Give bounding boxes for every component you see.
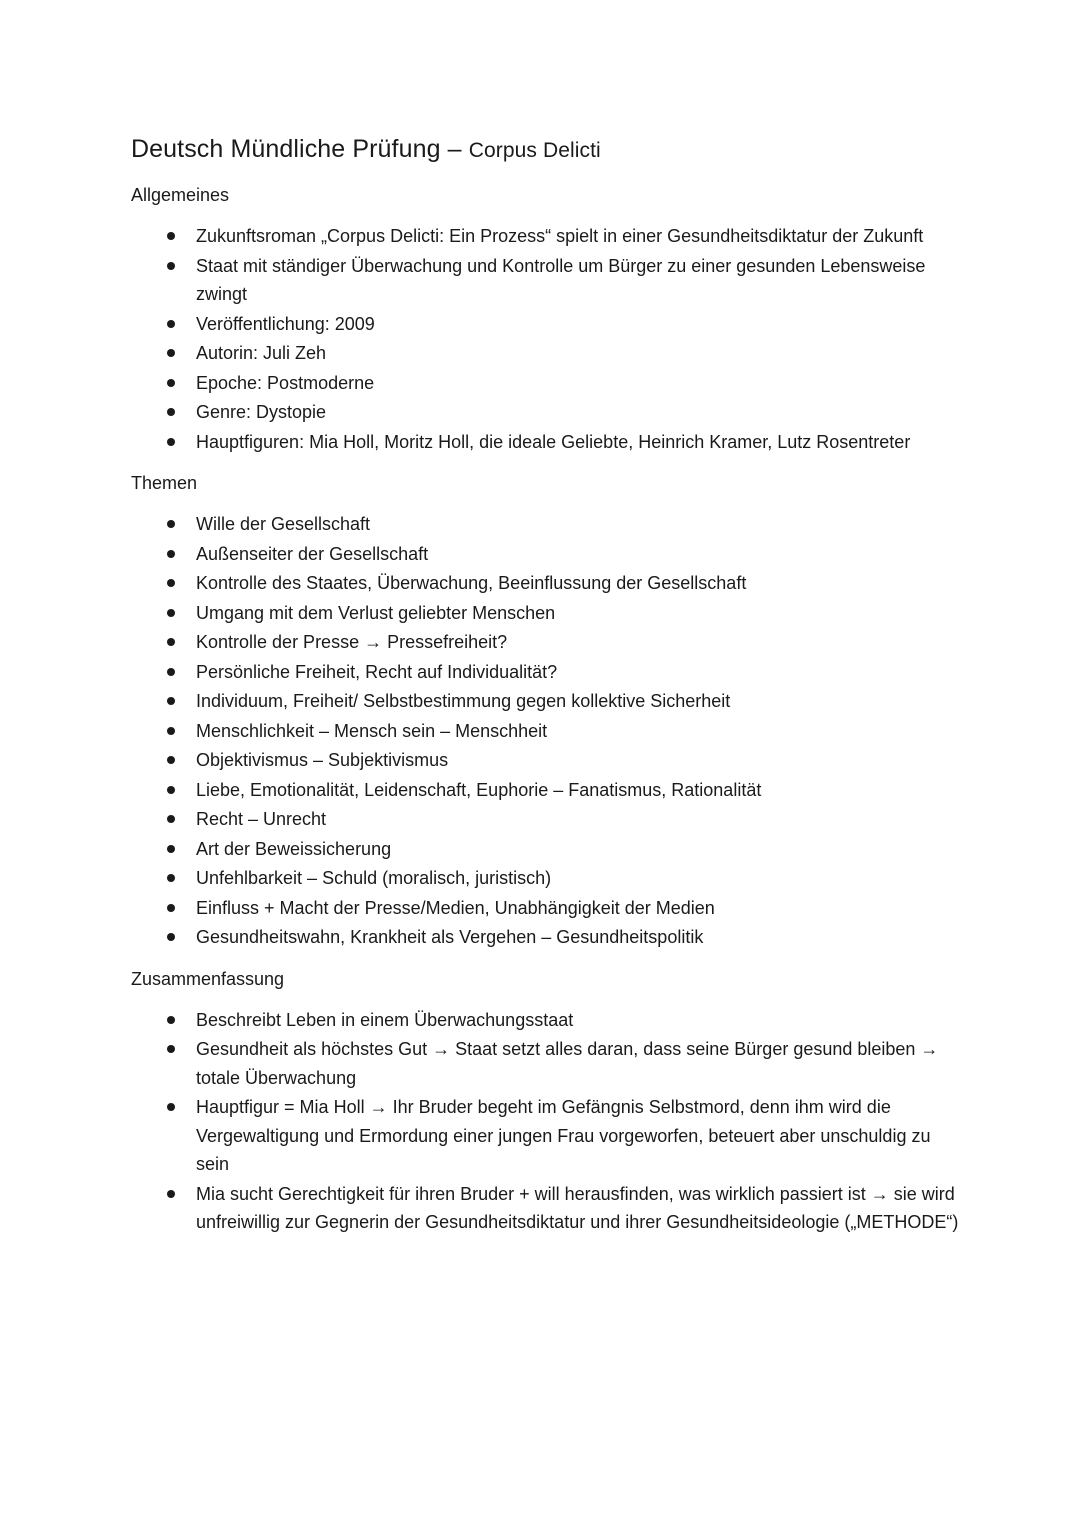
list-item: Kontrolle der Presse → Pressefreiheit? [131,628,961,657]
bullet-list [131,510,961,952]
list-item: Art der Beweissicherung [131,835,961,864]
list-item: Kontrolle des Staates, Überwachung, Beeinflussung der Gesellschaft [131,569,961,598]
list-item: Beschreibt Leben in einem Überwachungsstaat [131,1006,961,1035]
list-item: Veröffentlichung: 2009 [131,310,961,339]
title-subtitle: Corpus Delicti [468,139,601,162]
bullet-list [131,1006,961,1237]
list-item: Mia sucht Gerechtigkeit für ihren Bruder + will herausfinden, was wirklich passiert ist → sie wird unfreiwillig zur Gegnerin der Gesundheitsdiktatur und ihrer Gesundheitsideologie („METHODE“) [131,1180,961,1237]
list-item: Gesundheitswahn, Krankheit als Vergehen – Gesundheitspolitik [131,923,961,952]
list-item: Individuum, Freiheit/ Selbstbestimmung gegen kollektive Sicherheit [131,687,961,716]
section-heading: Allgemeines [131,185,230,205]
document-title [131,132,961,168]
title-main: Deutsch Mündliche Prüfung – [131,135,469,163]
list-item: Außenseiter der Gesellschaft [131,540,961,569]
list-item: Einfluss + Macht der Presse/Medien, Unabhängigkeit der Medien [131,894,961,923]
section-heading: Themen [131,473,198,493]
list-item: Umgang mit dem Verlust geliebter Menschen [131,599,961,628]
list-item: Objektivismus – Subjektivismus [131,746,961,775]
section-zusammenfassung [131,966,961,1237]
list-item: Genre: Dystopie [131,398,961,427]
list-item: Gesundheit als höchstes Gut → Staat setzt alles daran, dass seine Bürger gesund bleiben → totale Überwachung [131,1035,961,1092]
list-item: Hauptfiguren: Mia Holl, Moritz Holl, die ideale Geliebte, Heinrich Kramer, Lutz Rosentreter [131,428,961,457]
list-item: Staat mit ständiger Überwachung und Kontrolle um Bürger zu einer gesunden Lebensweise zwingt [131,252,961,309]
list-item: Liebe, Emotionalität, Leidenschaft, Euphorie – Fanatismus, Rationalität [131,776,961,805]
list-item: Epoche: Postmoderne [131,369,961,398]
list-item: Hauptfigur = Mia Holl → Ihr Bruder begeht im Gefängnis Selbstmord, denn ihm wird die Vergewaltigung und Ermordung einer jungen Frau vorgeworfen, beteuert aber unschuldig zu sein [131,1093,961,1179]
list-item: Unfehlbarkeit – Schuld (moralisch, juristisch) [131,864,961,893]
list-item: Persönliche Freiheit, Recht auf Individualität? [131,658,961,687]
document-page [131,132,961,1238]
section-themen [131,470,961,952]
list-item: Zukunftsroman „Corpus Delicti: Ein Prozess“ spielt in einer Gesundheitsdiktatur der Zukunft [131,222,961,251]
list-item: Wille der Gesellschaft [131,510,961,539]
bullet-list [131,222,961,456]
list-item: Recht – Unrecht [131,805,961,834]
list-item: Autorin: Juli Zeh [131,339,961,368]
section-heading: Zusammenfassung [131,968,285,989]
section-allgemeines [131,182,961,456]
list-item: Menschlichkeit – Mensch sein – Menschheit [131,717,961,746]
